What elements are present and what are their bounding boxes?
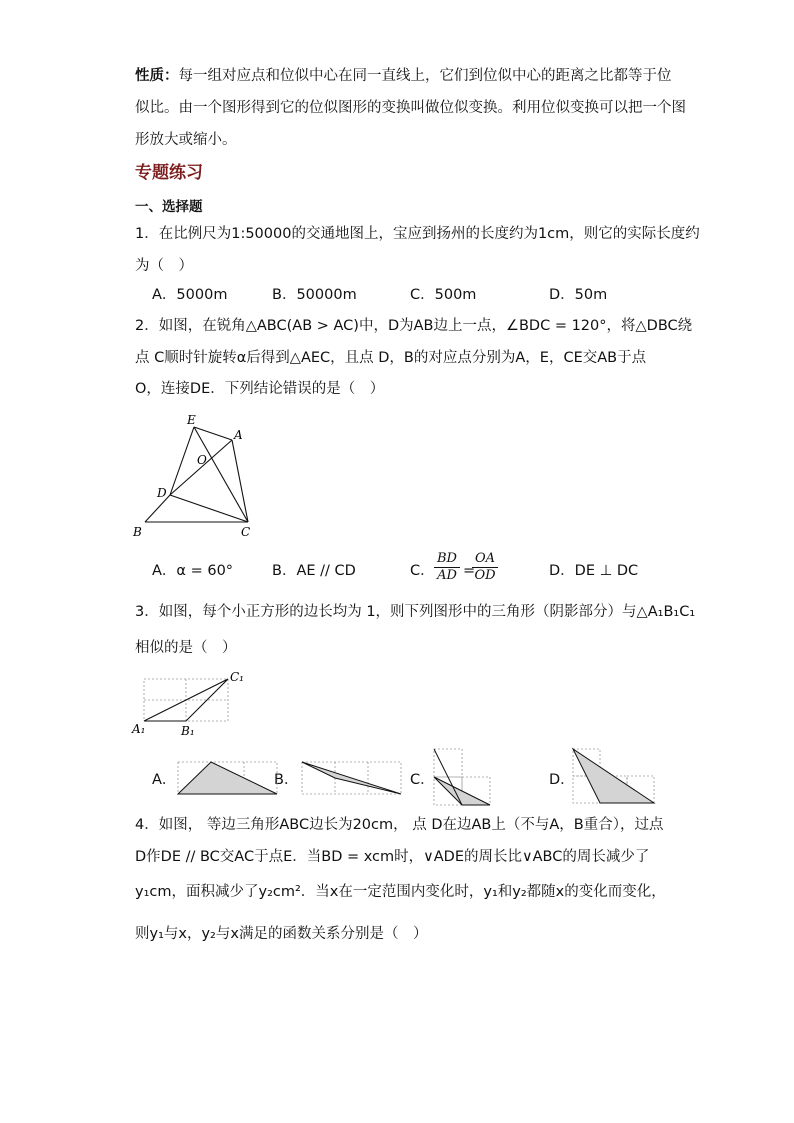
subsection-title: 一、选择题	[135, 199, 203, 215]
q2-option-b: B．AE // CD	[272, 563, 356, 579]
q4-line-4: 则y₁与x，y₂与x满足的函数关系分别是（ ）	[135, 926, 428, 942]
option-a-shaded-triangle	[178, 762, 277, 794]
q2-option-c-prefix: C．	[410, 563, 435, 579]
q3-option-a: A．	[152, 772, 177, 788]
q2-option-c-equals: =	[463, 563, 476, 579]
q1-option-a: A．5000m	[152, 287, 228, 303]
q4-line-1: 4．如图， 等边三角形ABC边长为20cm， 点 D在边AB上（不与A，B重合），过点	[135, 817, 664, 833]
label-b: B	[133, 525, 142, 539]
q1-option-c: C．500m	[410, 287, 477, 303]
label-e: E	[187, 413, 196, 427]
label-o: O	[197, 453, 207, 467]
q3-option-d: D．	[549, 772, 575, 788]
property-line-2: 似比。由一个图形得到它的位似图形的变换叫做位似变换。利用位似变换可以把一个图	[135, 100, 686, 116]
label-b1: B₁	[181, 724, 195, 738]
q3-line-2: 相似的是（ ）	[135, 640, 237, 656]
q1-option-d: D．50m	[549, 287, 608, 303]
section-title: 专题练习	[135, 163, 203, 183]
option-b-shaded-triangle	[302, 762, 401, 794]
q2-line-3: O，连接DE．下列结论错误的是（ ）	[135, 381, 385, 397]
property-text-1: 每一组对应点和位似中心在同一直线上，它们到位似中心的距离之比都等于位	[178, 68, 672, 84]
frac-left-denominator: AD	[437, 568, 457, 583]
q2-line-1: 2．如图，在锐角△ABC(AB > AC)中，D为AB边上一点，∠BDC = 120°，将△DBC绕	[135, 318, 693, 334]
q1-line-1: 1．在比例尺为1:50000的交通地图上，宝应到扬州的长度约为1cm，则它的实际长度约	[135, 226, 700, 242]
q4-line-2: D作DE // BC交AC于点E．当BD = xcm时，∨ADE的周长比∨ABC的周长减少了	[135, 849, 650, 865]
frac-right-numerator: OA	[472, 551, 498, 568]
label-c: C	[241, 525, 251, 539]
property-label: 性质：	[135, 68, 179, 84]
q3-option-b: B．	[274, 772, 299, 788]
q1-option-b: B．50000m	[272, 287, 357, 303]
q1-line-2: 为（ ）	[135, 258, 193, 274]
frac-left-numerator: BD	[434, 551, 460, 568]
q3-line-1: 3．如图，每个小正方形的边长均为 1，则下列图形中的三角形（阴影部分）与△A₁B₁C₁	[135, 604, 696, 620]
q2-line-2: 点 C顺时针旋转α后得到△AEC，且点 D，B的对应点分别为A，E，CE交AB于点	[135, 350, 647, 366]
q2-option-d: D．DE ⊥ DC	[549, 563, 639, 579]
property-line-3: 形放大或缩小。	[135, 132, 237, 148]
q2-option-a: A．α = 60°	[152, 563, 234, 579]
label-c1: C₁	[230, 670, 244, 684]
label-a: A	[234, 428, 243, 442]
q3-option-c: C．	[410, 772, 435, 788]
q4-line-3: y₁cm，面积减少了y₂cm²．当x在一定范围内变化时，y₁和y₂都随x的变化而变化，	[135, 884, 666, 900]
frac-right-denominator: OD	[474, 568, 496, 583]
label-d: D	[157, 486, 167, 500]
label-a1: A₁	[132, 722, 146, 736]
